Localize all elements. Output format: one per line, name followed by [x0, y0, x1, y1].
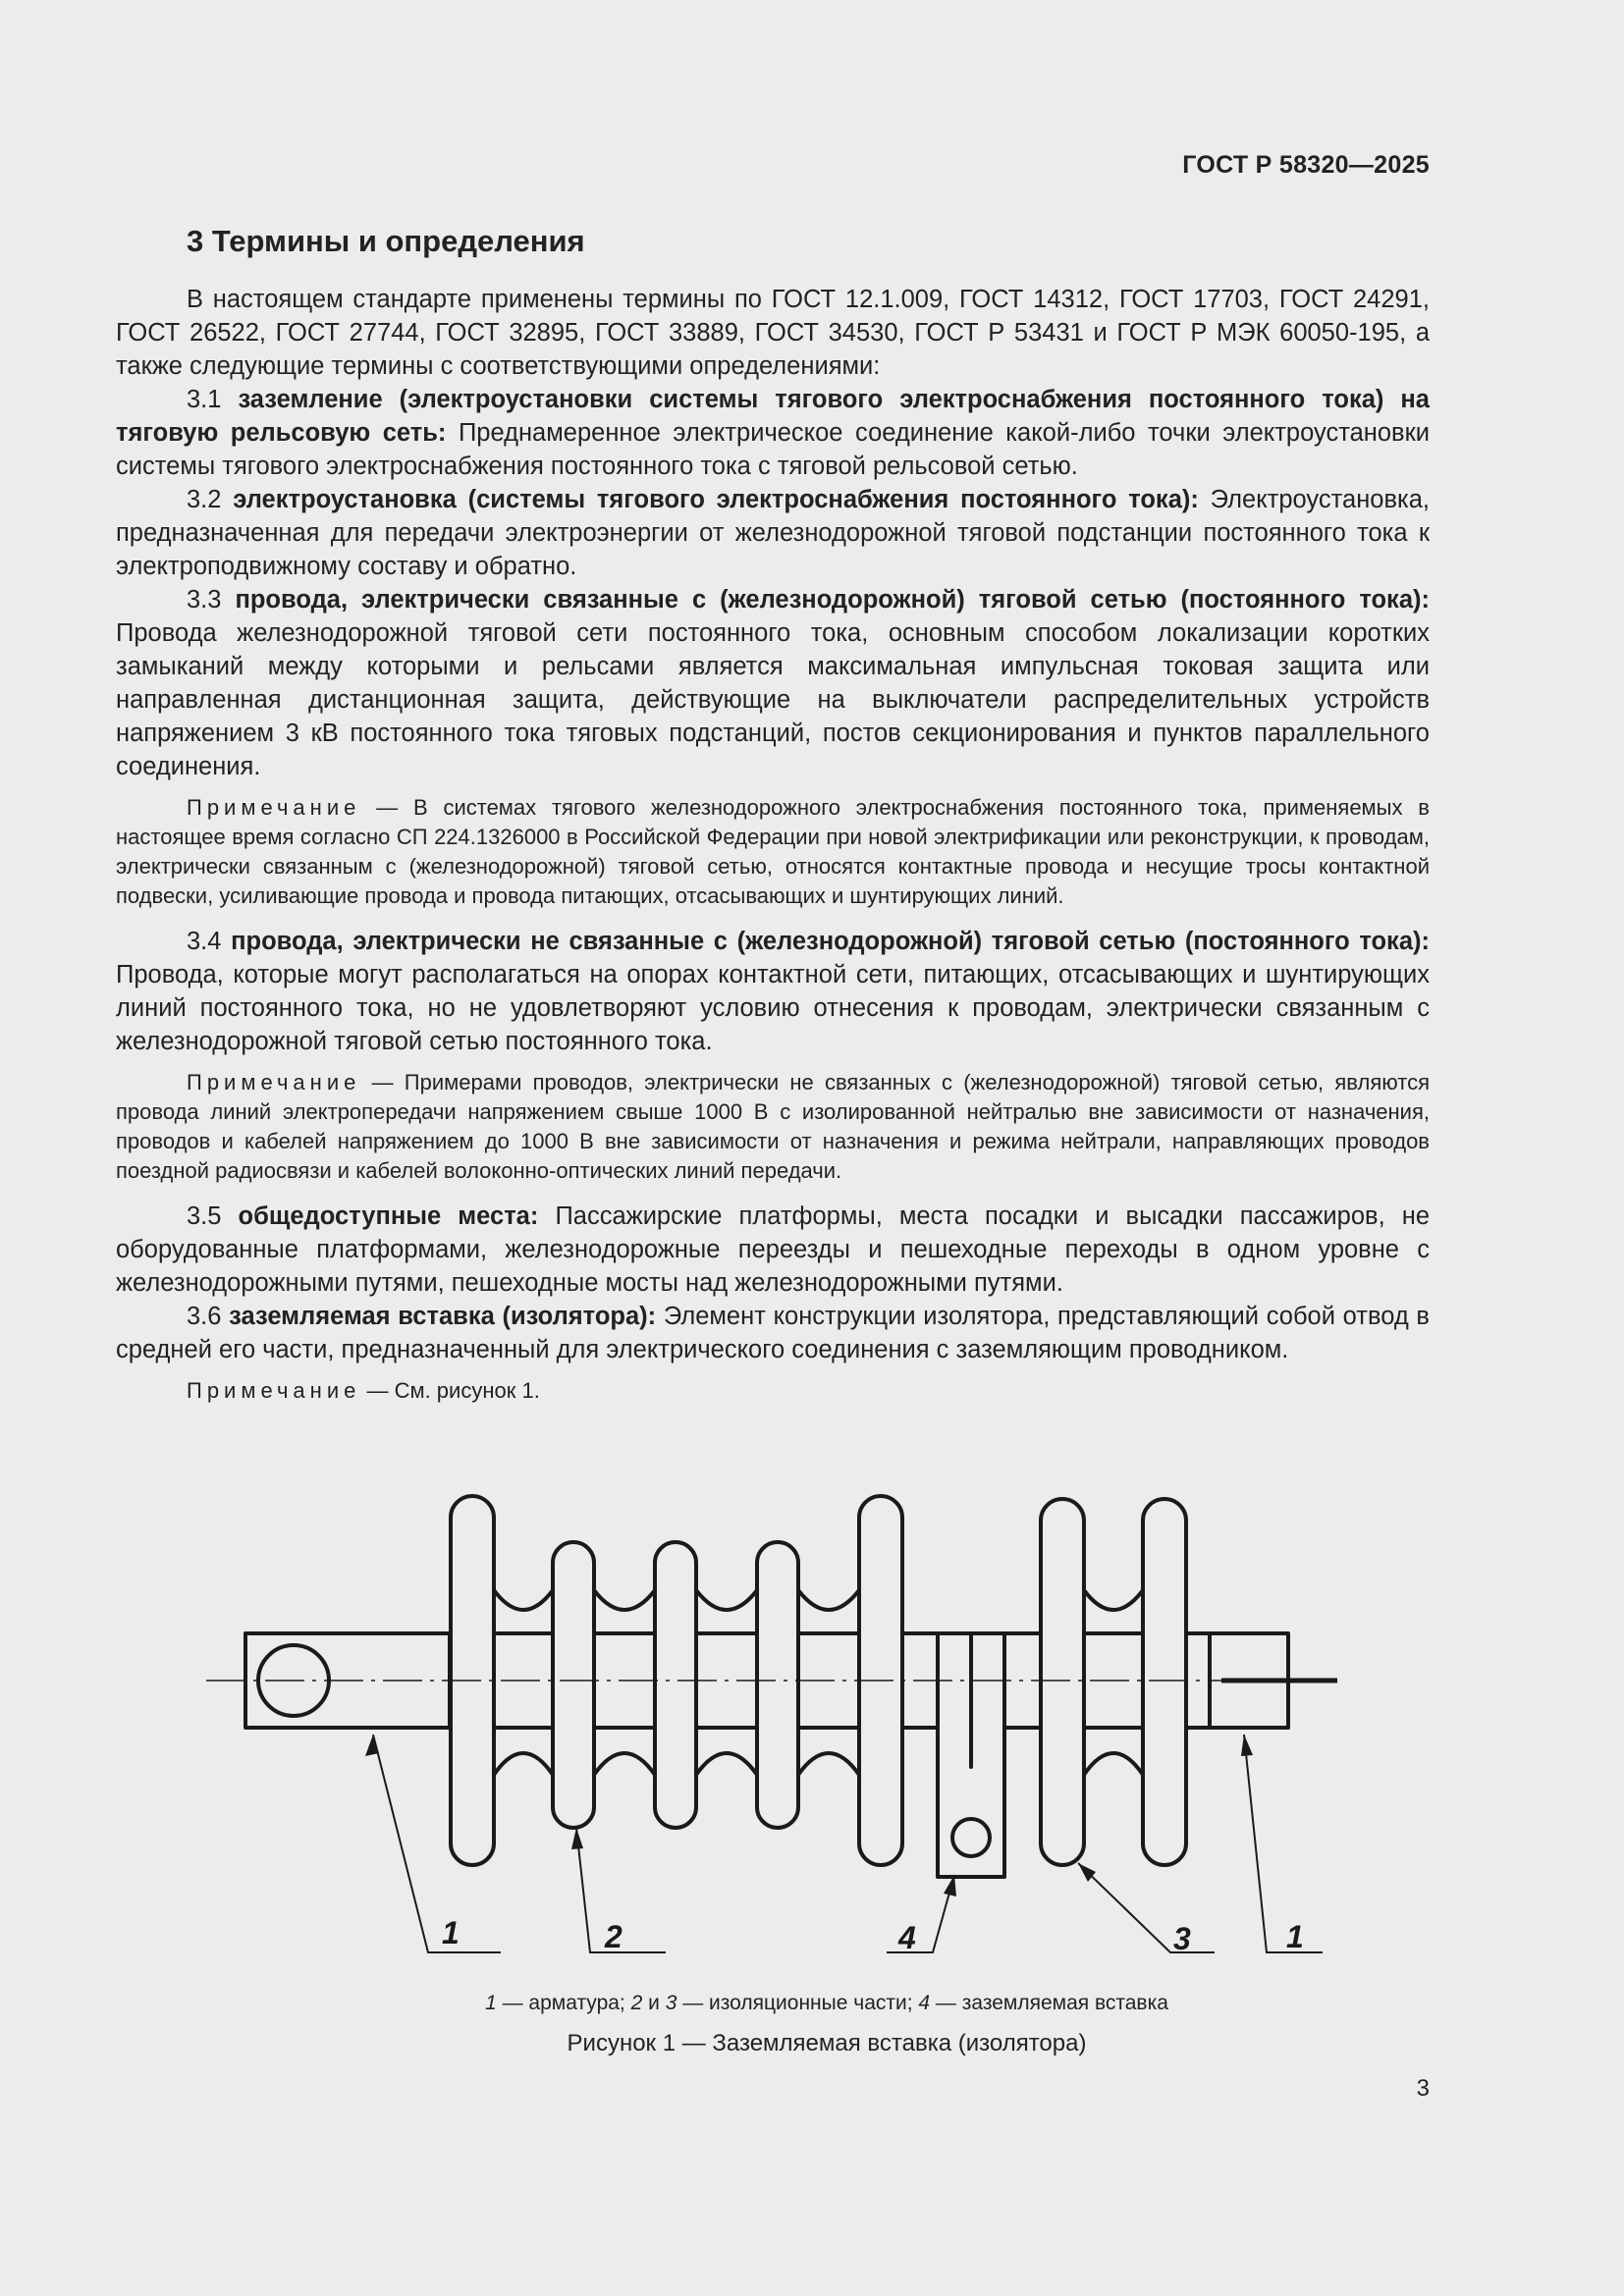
shed-large: [1143, 1499, 1186, 1865]
term-definition: Провода, которые могут располагаться на опорах контактной сети, питающих, отсасывающих и шунтирующих линий постоянного тока, но не удовлетворяют условию отнесения к проводам, электрически связанным с железнодорожной тяговой сетью постоянного тока.: [116, 961, 1430, 1055]
leader-line: [1244, 1735, 1323, 1952]
term-3-4: [116, 925, 1430, 1058]
shed-small: [655, 1542, 696, 1828]
leader-line: [887, 1875, 954, 1952]
term-3-6: [116, 1300, 1430, 1366]
note-3-3: [116, 793, 1430, 911]
leader-line: [1078, 1863, 1215, 1952]
legend-text: — изоляционные части;: [677, 1992, 919, 2014]
page-number: 3: [1416, 2075, 1430, 2102]
shed-small: [757, 1542, 798, 1828]
note-text: — В системах тягового железнодорожного электроснабжения постоянного тока, применяемых в настоящее время согласно СП 224.1326000 в Российской Федерации при новой электрификации или реконструкции, к проводам, электрически связанным с (железнодорожной) тяговой сетью, относятся контактные провода и несущие тросы контактной подвески, усиливающие провода и провода питающих, отсасывающих и шунтирующих линий.: [116, 795, 1430, 908]
term-definition: Электроустановка, предназначенная для передачи электроэнергии от железнодорожной тяговой подстанции постоянного тока к электроподвижному составу и обратно.: [116, 486, 1430, 580]
note-3-4: [116, 1068, 1430, 1186]
callout-1-left: 1: [442, 1915, 460, 1950]
callout-3: 3: [1173, 1921, 1191, 1956]
legend-number: 4: [918, 1992, 931, 2014]
term-number: 3.4: [187, 928, 222, 955]
note-text: — Примерами проводов, электрически не связанных с (железнодорожной) тяговой сетью, являются провода линий электропередачи напряжением свыше 1000 В с изолированной нейтралью вне зависимости от назначения, проводов и кабелей напряжением до 1000 В вне зависимости от назначения и режима нейтрали, направляющих проводов поездной радиосвязи и кабелей волоконно-оптических линий передачи.: [116, 1070, 1430, 1183]
leader-arrow: [1241, 1735, 1253, 1756]
legend-text: и: [642, 1992, 666, 2014]
term-name: электроустановка (системы тягового электроснабжения постоянного тока):: [233, 486, 1199, 513]
term-name: провода, электрически не связанные с (железнодорожной) тяговой сетью (постоянного тока):: [231, 928, 1430, 955]
term-definition: Преднамеренное электрическое соединение какой-либо точки электроустановки системы тягового электроснабжения постоянного тока с тяговой рельсовой сетью.: [116, 419, 1430, 480]
term-number: 3.3: [187, 586, 222, 614]
note-label: Примечание: [187, 795, 361, 820]
note-text: — См. рисунок 1.: [360, 1378, 540, 1403]
term-name: заземление (электроустановки системы тягового электроснабжения постоянного тока) на тяговую рельсовую сеть:: [116, 386, 1430, 447]
document-code: ГОСТ Р 58320—2025: [1182, 151, 1430, 179]
legend-text: — арматура;: [496, 1992, 631, 2014]
term-3-3: [116, 583, 1430, 783]
note-label: Примечание: [187, 1070, 361, 1095]
term-number: 3.6: [187, 1303, 222, 1330]
callout-2: 2: [605, 1919, 623, 1954]
intro-paragraph: В настоящем стандарте применены термины по ГОСТ 12.1.009, ГОСТ 14312, ГОСТ 17703, ГОСТ 24291, ГОСТ 26522, ГОСТ 27744, ГОСТ 32895, ГОСТ 33889, ГОСТ 34530, ГОСТ Р 53431 и ГОСТ Р МЭК 60050-195, а также следующие термины с соответствующими определениями:: [116, 286, 1430, 380]
term-definition: Провода железнодорожной тяговой сети постоянного тока, основным способом локализации коротких замыканий между которыми и рельсами является максимальная импульсная токовая защита или направленная дистанционная защита, действующие на выключатели распределительных устройств напряжением 3 кВ постоянного тока тяговых подстанций, постов секционирования и пунктов параллельного соединения.: [116, 619, 1430, 780]
legend-text: — заземляемая вставка: [930, 1992, 1168, 2014]
leader-arrow: [365, 1735, 379, 1756]
term-name: провода, электрически связанные с (железнодорожной) тяговой сетью (постоянного тока):: [235, 586, 1430, 614]
legend-number: 3: [665, 1992, 677, 2014]
note-label: Примечание: [187, 1378, 361, 1403]
shed-small: [553, 1542, 594, 1828]
term-3-1: [116, 383, 1430, 483]
leader-arrow: [571, 1828, 583, 1849]
term-number: 3.5: [187, 1202, 222, 1230]
figure-legend: [0, 1989, 1624, 2018]
term-number: 3.1: [187, 386, 222, 413]
term-3-2: [116, 483, 1430, 583]
callout-4: 4: [898, 1920, 916, 1955]
term-number: 3.2: [187, 486, 222, 513]
legend-number: 2: [630, 1992, 643, 2014]
figure-caption: Рисунок 1 — Заземляемая вставка (изолятора): [567, 2030, 1087, 2056]
term-definition: Элемент конструкции изолятора, представляющий собой отвод в средней его части, предназначенный для электрического соединения с заземляющим проводником.: [116, 1303, 1430, 1363]
callout-1-right: 1: [1286, 1919, 1304, 1954]
term-definition: Пассажирские платформы, места посадки и высадки пассажиров, не оборудованные платформами, железнодорожные переезды и пешеходные переходы в одном уровне с железнодорожными путями, пешеходные мосты над железнодорожными путями.: [116, 1202, 1430, 1297]
insulator-figure: [0, 1480, 1624, 2069]
note-3-6: [116, 1376, 1430, 1406]
term-name: заземляемая вставка (изолятора):: [229, 1303, 657, 1330]
page-content: [116, 222, 1430, 1419]
section-title: 3 Термины и определения: [187, 224, 585, 258]
shed-large: [1041, 1499, 1084, 1865]
term-name: общедоступные места:: [238, 1202, 539, 1230]
legend-number: 1: [485, 1992, 497, 2014]
term-3-5: [116, 1200, 1430, 1300]
